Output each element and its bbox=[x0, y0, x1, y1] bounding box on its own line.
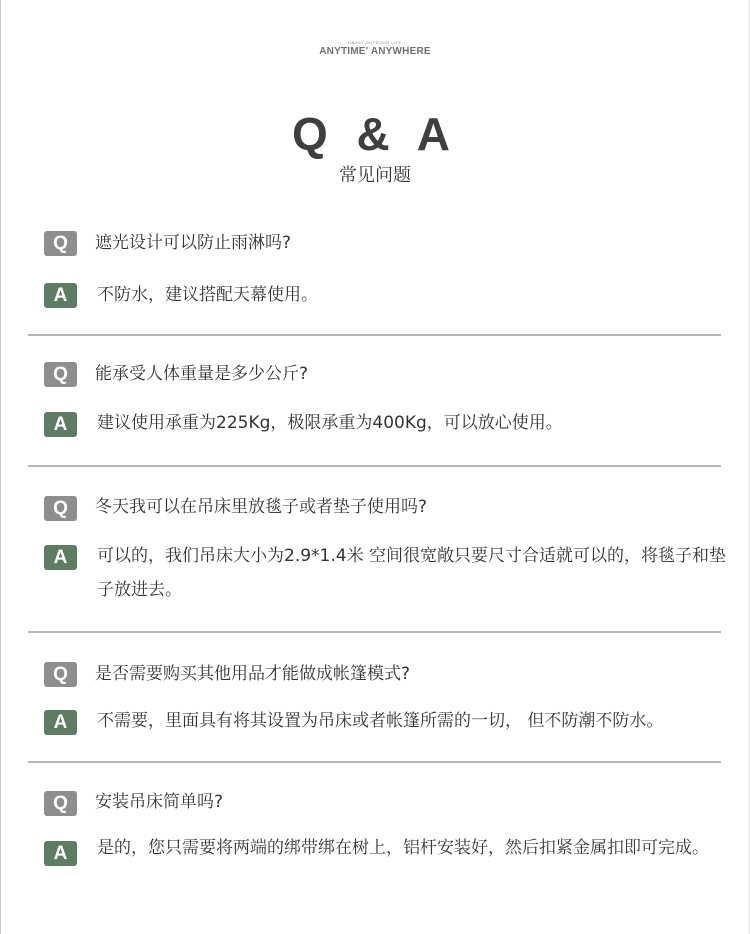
divider bbox=[28, 631, 721, 633]
question-badge: Q bbox=[44, 662, 77, 687]
divider bbox=[28, 465, 721, 467]
divider bbox=[28, 334, 721, 336]
answer-text: 建议使用承重为225Kg，极限承重为400Kg，可以放心使用。 bbox=[97, 413, 563, 433]
divider bbox=[28, 761, 721, 763]
answer-text: 不需要，里面具有将其设置为吊床或者帐篷所需的一切， 但不防潮不防水。 bbox=[97, 711, 664, 731]
page-title: Q & A bbox=[291, 108, 459, 160]
answer-badge: A bbox=[44, 710, 77, 735]
question-badge: Q bbox=[44, 231, 77, 256]
answer-badge: A bbox=[44, 283, 77, 308]
question-text: 安装吊床简单吗? bbox=[95, 792, 224, 812]
question-text: 是否需要购买其他用品才能做成帐篷模式? bbox=[95, 664, 411, 684]
brand-name: ANYTIME' ANYWHERE bbox=[319, 46, 431, 57]
question-text: 能承受人体重量是多少公斤? bbox=[95, 364, 309, 384]
answer-text: 可以的，我们吊床大小为2.9*1.4米 空间很宽敞只要尺寸合适就可以的，将毯子和垫子放进去。 bbox=[97, 546, 726, 600]
answer-text: 是的，您只需要将两端的绑带绑在树上，铝杆安装好，然后扣紧金属扣即可完成。 bbox=[97, 838, 709, 858]
answer-badge: A bbox=[44, 545, 77, 570]
question-badge: Q bbox=[44, 791, 77, 816]
answer-text: 不防水，建议搭配天幕使用。 bbox=[97, 285, 318, 305]
question-text: 冬天我可以在吊床里放毯子或者垫子使用吗? bbox=[95, 497, 428, 517]
brand-tagline: ENJOY OUTDOOR LIFE bbox=[348, 40, 402, 45]
brand-logo bbox=[0, 40, 750, 58]
question-badge: Q bbox=[44, 362, 77, 387]
answer-badge: A bbox=[44, 412, 77, 437]
answer-badge: A bbox=[44, 841, 77, 866]
question-text: 遮光设计可以防止雨淋吗? bbox=[95, 233, 292, 253]
question-badge: Q bbox=[44, 496, 77, 521]
page-subtitle: 常见问题 bbox=[339, 165, 411, 186]
